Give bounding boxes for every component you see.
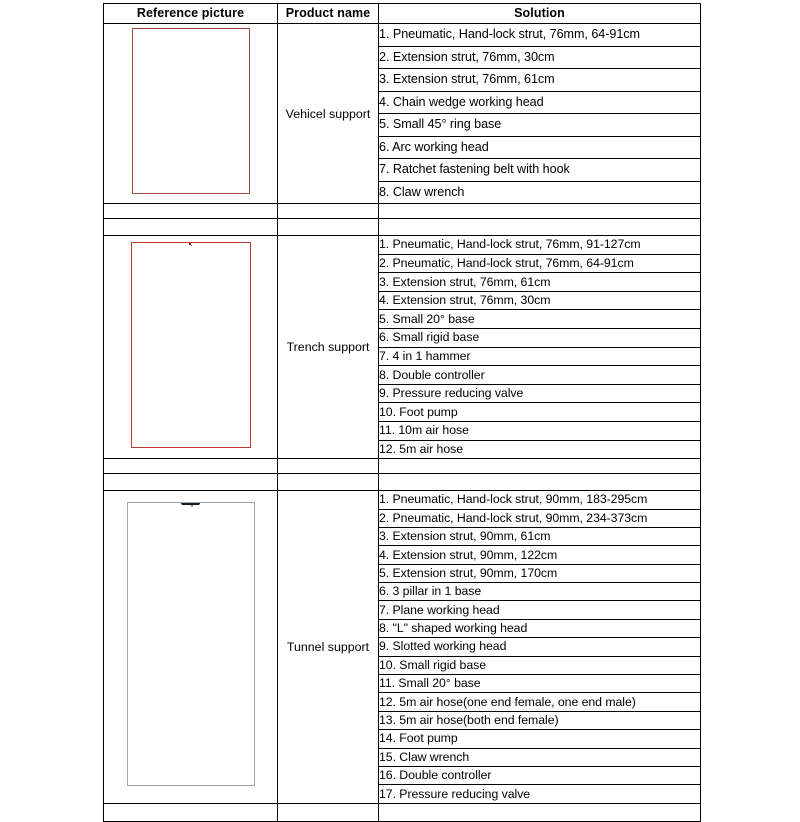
solution-item: 15. Claw wrench	[379, 748, 701, 766]
solution-item: 8. Claw wrench	[379, 181, 701, 204]
solution-item: 5. Extension strut, 90mm, 170cm	[379, 564, 701, 582]
column-header-solution: Solution	[379, 4, 701, 24]
solution-item: 10. Foot pump	[379, 403, 701, 422]
photo-trench-support	[131, 242, 251, 448]
solution-item: 7. Plane working head	[379, 601, 701, 619]
product-name-vehicle-support: Vehicel support	[278, 24, 379, 204]
solution-item: 3. Extension strut, 76mm, 61cm	[379, 273, 701, 292]
solution-item: 4. Extension strut, 90mm, 122cm	[379, 546, 701, 564]
reference-picture-trench-support	[104, 236, 278, 459]
solution-item: 7. 4 in 1 hammer	[379, 347, 701, 366]
solution-item: 8. Double controller	[379, 366, 701, 385]
solution-item: 6. Arc working head	[379, 136, 701, 159]
solution-item: 17. Pressure reducing valve	[379, 785, 701, 803]
spacer-cell	[379, 459, 701, 474]
solution-item: 12. 5m air hose(one end female, one end male)	[379, 693, 701, 711]
spacer-row	[104, 459, 701, 474]
photo-tunnel-support	[127, 502, 255, 786]
column-header-reference-picture: Reference picture	[104, 4, 278, 24]
table-header-row	[104, 4, 701, 24]
solution-item: 1. Pneumatic, Hand-lock strut, 76mm, 91-127cm	[379, 236, 701, 255]
solution-item: 1. Pneumatic, Hand-lock strut, 76mm, 64-91cm	[379, 24, 701, 47]
spacer-cell	[379, 803, 701, 821]
solution-item: 13. 5m air hose(both end female)	[379, 711, 701, 729]
solution-item: 9. Pressure reducing valve	[379, 384, 701, 403]
spacer-cell	[278, 803, 379, 821]
table-row	[104, 236, 701, 255]
table-row	[104, 24, 701, 47]
spacer-cell	[379, 219, 701, 236]
spacer-cell	[379, 474, 701, 491]
product-name-tunnel-support: Tunnel support	[278, 491, 379, 804]
product-name-trench-support: Trench support	[278, 236, 379, 459]
solution-item: 2. Pneumatic, Hand-lock strut, 76mm, 64-91cm	[379, 254, 701, 273]
solution-item: 3. Extension strut, 76mm, 61cm	[379, 69, 701, 92]
solution-item: 16. Double controller	[379, 766, 701, 784]
solution-item: 2. Extension strut, 76mm, 30cm	[379, 46, 701, 69]
spacer-row	[104, 204, 701, 219]
spacer-cell	[278, 474, 379, 491]
solution-item: 3. Extension strut, 90mm, 61cm	[379, 527, 701, 545]
product-specification-table	[103, 3, 701, 822]
spacer-row	[104, 474, 701, 491]
spacer-row	[104, 803, 701, 821]
solution-item: 7. Ratchet fastening belt with hook	[379, 159, 701, 182]
solution-item: 11. Small 20° base	[379, 675, 701, 693]
solution-item: 6. Small rigid base	[379, 328, 701, 347]
spacer-cell	[104, 204, 278, 219]
solution-item: 11. 10m air hose	[379, 421, 701, 440]
solution-item: 14. Foot pump	[379, 730, 701, 748]
spacer-cell	[278, 459, 379, 474]
spacer-row	[104, 219, 701, 236]
table-row	[104, 491, 701, 509]
solution-item: 12. 5m air hose	[379, 440, 701, 459]
solution-item: 5. Small 20° base	[379, 310, 701, 329]
solution-item: 8. "L" shaped working head	[379, 619, 701, 637]
spacer-cell	[278, 204, 379, 219]
solution-item: 10. Small rigid base	[379, 656, 701, 674]
reference-picture-tunnel-support	[104, 491, 278, 804]
reference-picture-vehicle-support	[104, 24, 278, 204]
solution-item: 4. Chain wedge working head	[379, 91, 701, 114]
solution-item: 5. Small 45° ring base	[379, 114, 701, 137]
photo-vehicle-support	[132, 28, 250, 194]
spacer-cell	[104, 474, 278, 491]
solution-item: 2. Pneumatic, Hand-lock strut, 90mm, 234-373cm	[379, 509, 701, 527]
spacer-cell	[379, 204, 701, 219]
spacer-cell	[104, 219, 278, 236]
solution-item: 1. Pneumatic, Hand-lock strut, 90mm, 183-295cm	[379, 491, 701, 509]
spacer-cell	[104, 459, 278, 474]
solution-item: 9. Slotted working head	[379, 638, 701, 656]
column-header-product-name: Product name	[278, 4, 379, 24]
solution-item: 6. 3 pillar in 1 base	[379, 583, 701, 601]
solution-item: 4. Extension strut, 76mm, 30cm	[379, 291, 701, 310]
spacer-cell	[278, 219, 379, 236]
spacer-cell	[104, 803, 278, 821]
